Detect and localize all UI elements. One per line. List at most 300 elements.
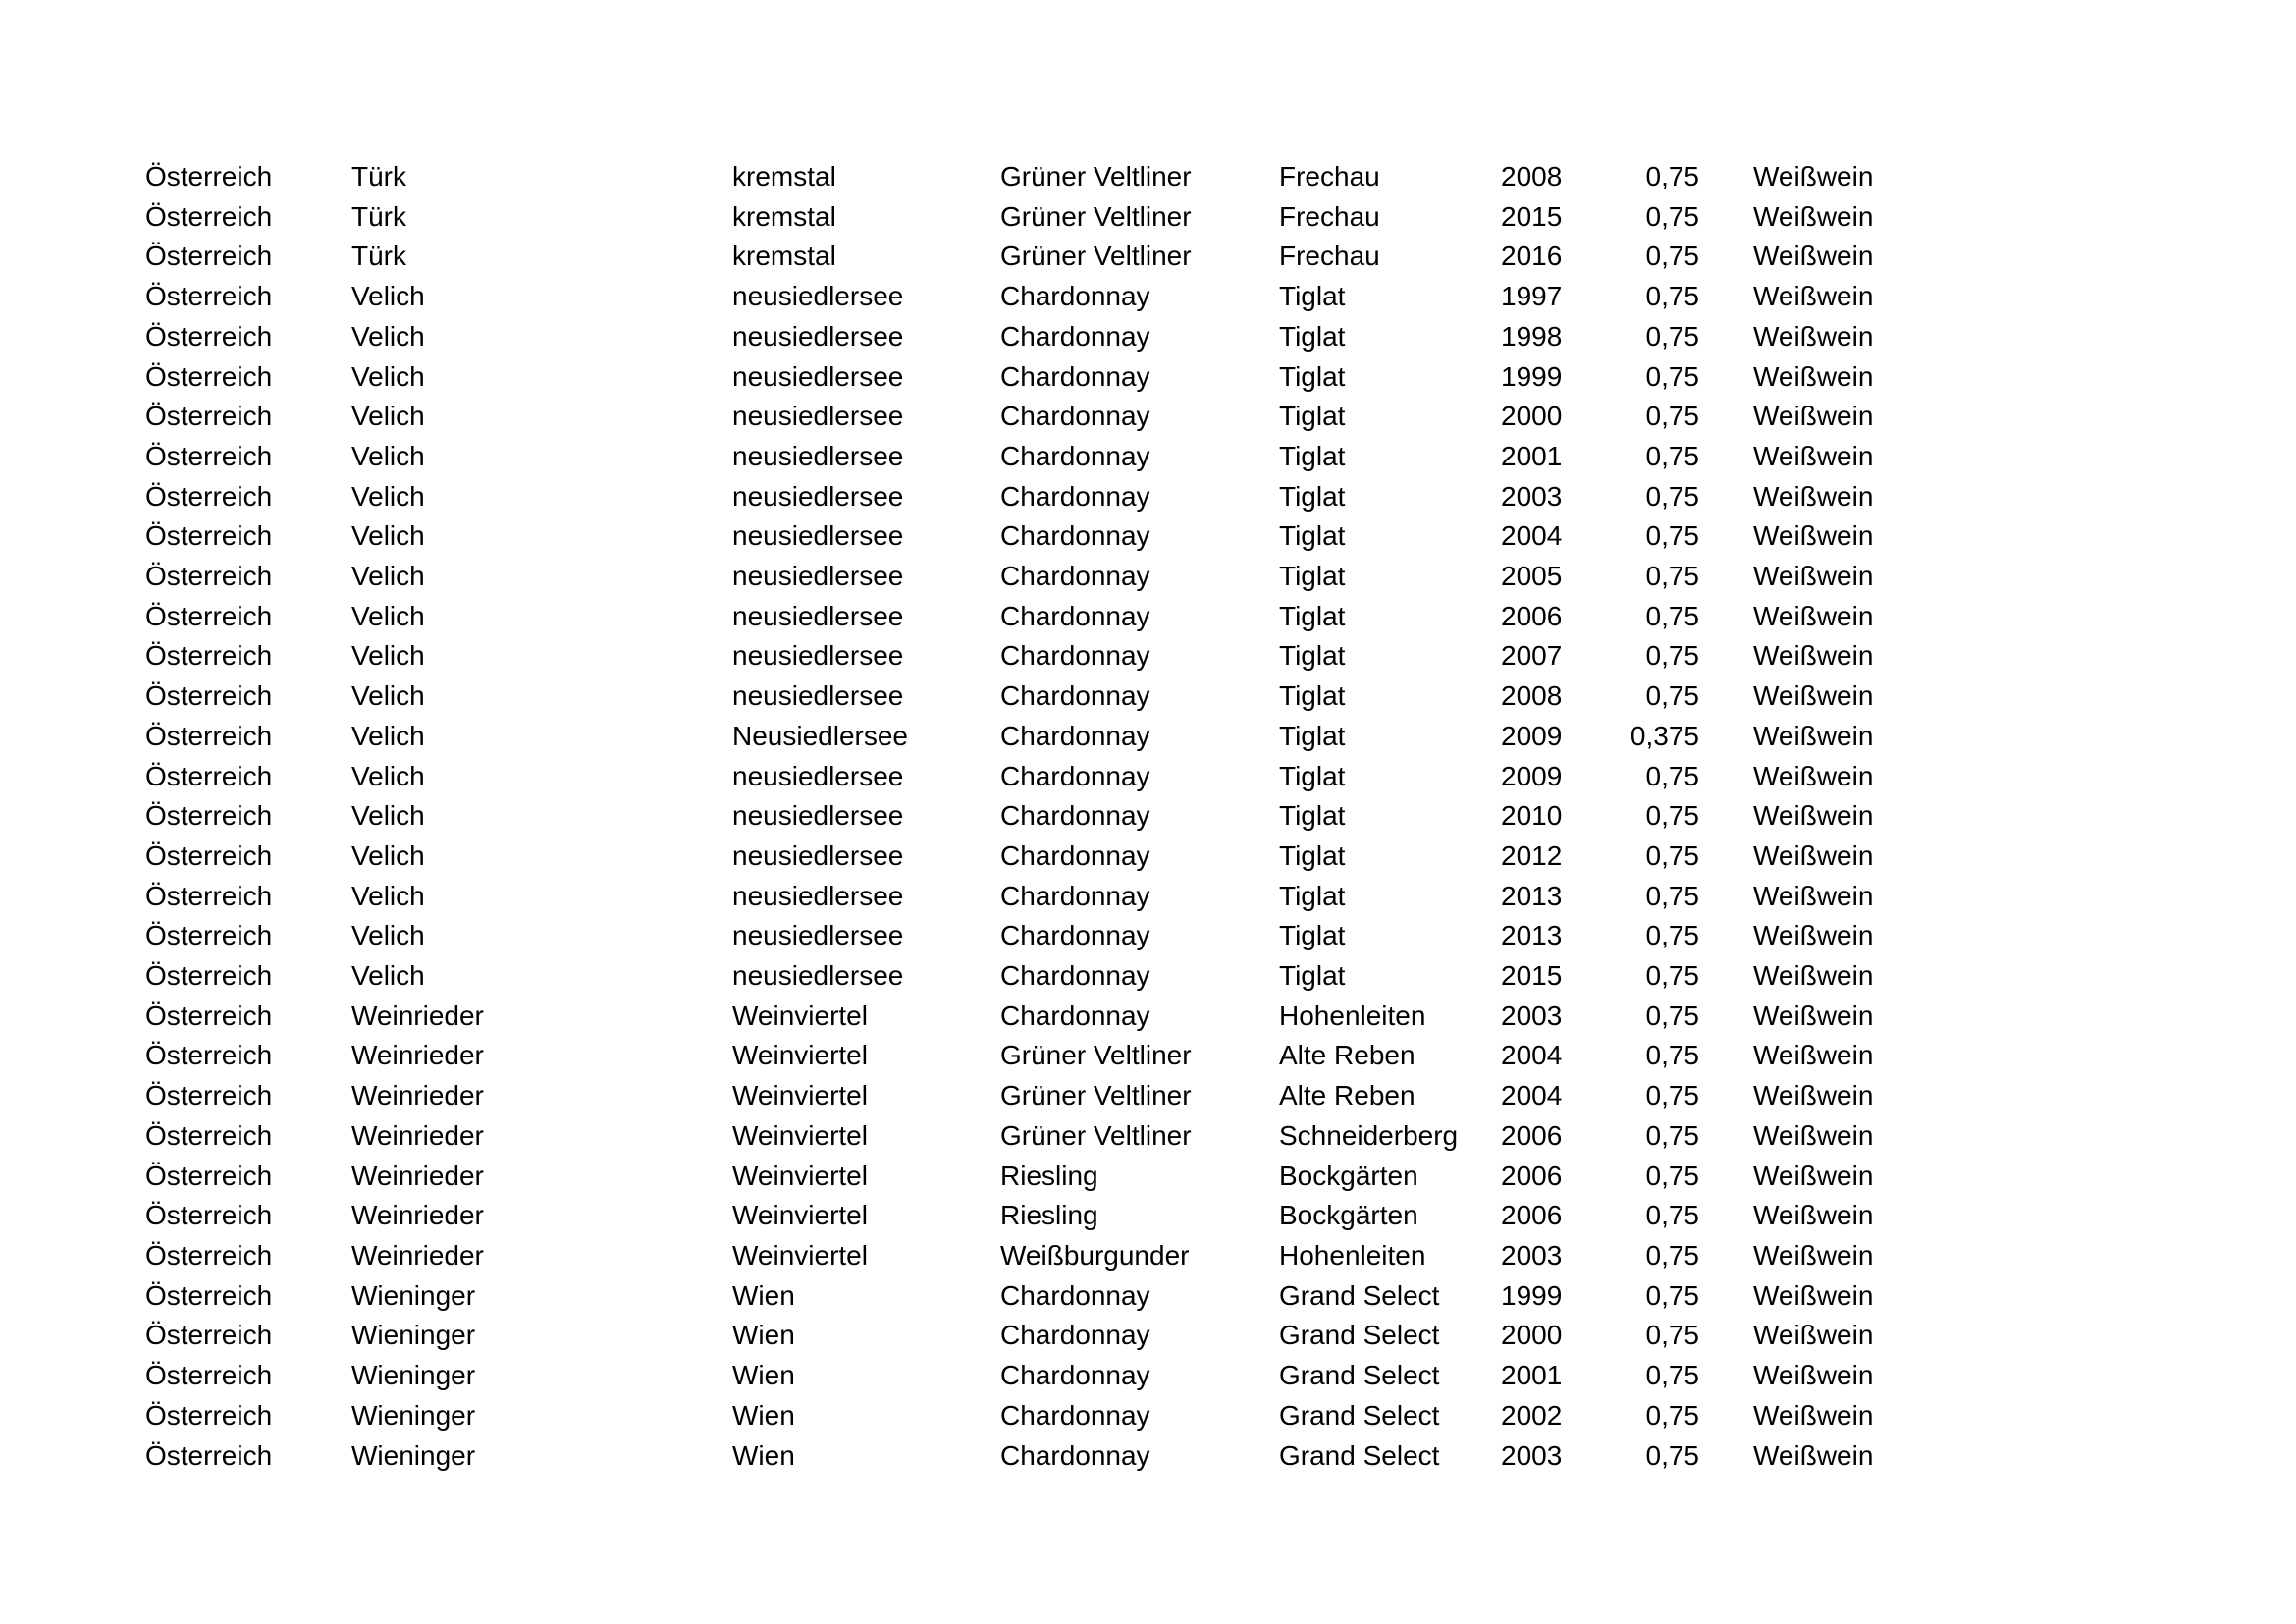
column-gap bbox=[1699, 1036, 1753, 1076]
grape-cell: Chardonnay bbox=[1000, 1439, 1150, 1471]
wine-type-cell: Weißwein bbox=[1753, 839, 1874, 871]
vintage-cell: 2002 bbox=[1501, 1399, 1563, 1431]
vineyard-cell: Tiglat bbox=[1279, 480, 1346, 512]
vintage-cell: 2003 bbox=[1501, 480, 1563, 512]
grape-cell: Chardonnay bbox=[1000, 1320, 1150, 1351]
wine-type-cell: Weißwein bbox=[1753, 1080, 1874, 1111]
region-cell: Weinviertel bbox=[732, 1200, 868, 1231]
grape-cell: Chardonnay bbox=[1000, 1279, 1150, 1311]
vineyard-cell: Hohenleiten bbox=[1279, 1239, 1426, 1271]
column-gap bbox=[1699, 916, 1753, 956]
table-row bbox=[145, 877, 1949, 917]
vintage-cell: 2006 bbox=[1501, 1200, 1563, 1231]
grape-cell: Riesling bbox=[1000, 1200, 1098, 1231]
producer-cell: Velich bbox=[351, 401, 425, 432]
region-cell: kremstal bbox=[732, 241, 836, 272]
country-cell: Österreich bbox=[145, 200, 273, 232]
country-cell: Österreich bbox=[145, 401, 273, 432]
wine-type-cell: Weißwein bbox=[1753, 1239, 1874, 1271]
table-row bbox=[145, 516, 1949, 557]
volume-cell: 0,75 bbox=[1645, 760, 1699, 791]
vintage-cell: 2003 bbox=[1501, 1439, 1563, 1471]
volume-cell: 0,75 bbox=[1645, 680, 1699, 712]
vineyard-cell: Tiglat bbox=[1279, 320, 1346, 352]
vintage-cell: 1999 bbox=[1501, 1279, 1563, 1311]
vineyard-cell: Bockgärten bbox=[1279, 1160, 1418, 1191]
vintage-cell: 2009 bbox=[1501, 760, 1563, 791]
wine-type-cell: Weißwein bbox=[1753, 1360, 1874, 1391]
wine-type-cell: Weißwein bbox=[1753, 600, 1874, 631]
grape-cell: Grüner Veltliner bbox=[1000, 241, 1192, 272]
producer-cell: Wieninger bbox=[351, 1399, 476, 1431]
wine-type-cell: Weißwein bbox=[1753, 200, 1874, 232]
producer-cell: Wieninger bbox=[351, 1439, 476, 1471]
wine-type-cell: Weißwein bbox=[1753, 1000, 1874, 1031]
vineyard-cell: Alte Reben bbox=[1279, 1080, 1415, 1111]
vintage-cell: 2004 bbox=[1501, 520, 1563, 552]
volume-cell: 0,75 bbox=[1645, 520, 1699, 552]
volume-cell: 0,75 bbox=[1645, 1040, 1699, 1071]
volume-cell: 0,75 bbox=[1645, 561, 1699, 592]
country-cell: Österreich bbox=[145, 1239, 273, 1271]
wine-type-cell: Weißwein bbox=[1753, 720, 1874, 751]
country-cell: Österreich bbox=[145, 720, 273, 751]
table-row bbox=[145, 1196, 1949, 1236]
wine-list-table bbox=[145, 157, 1949, 1476]
column-gap bbox=[1699, 1356, 1753, 1396]
country-cell: Österreich bbox=[145, 1080, 273, 1111]
table-row bbox=[145, 1396, 1949, 1436]
column-gap bbox=[1699, 516, 1753, 557]
country-cell: Österreich bbox=[145, 760, 273, 791]
table-row bbox=[145, 1076, 1949, 1116]
wine-type-cell: Weißwein bbox=[1753, 241, 1874, 272]
grape-cell: Grüner Veltliner bbox=[1000, 1080, 1192, 1111]
column-gap bbox=[1699, 1196, 1753, 1236]
column-gap bbox=[1699, 1276, 1753, 1317]
volume-cell: 0,75 bbox=[1645, 1439, 1699, 1471]
producer-cell: Türk bbox=[351, 241, 406, 272]
producer-cell: Weinrieder bbox=[351, 1160, 484, 1191]
country-cell: Österreich bbox=[145, 800, 273, 832]
table-row bbox=[145, 357, 1949, 398]
vineyard-cell: Tiglat bbox=[1279, 680, 1346, 712]
vineyard-cell: Grand Select bbox=[1279, 1279, 1440, 1311]
vineyard-cell: Grand Select bbox=[1279, 1439, 1440, 1471]
region-cell: neusiedlersee bbox=[732, 880, 904, 911]
region-cell: Wien bbox=[732, 1360, 795, 1391]
vineyard-cell: Tiglat bbox=[1279, 880, 1346, 911]
producer-cell: Velich bbox=[351, 720, 425, 751]
table-row bbox=[145, 1436, 1949, 1477]
vintage-cell: 2005 bbox=[1501, 561, 1563, 592]
country-cell: Österreich bbox=[145, 360, 273, 392]
country-cell: Österreich bbox=[145, 1439, 273, 1471]
volume-cell: 0,75 bbox=[1645, 200, 1699, 232]
producer-cell: Weinrieder bbox=[351, 1239, 484, 1271]
vintage-cell: 1997 bbox=[1501, 281, 1563, 312]
country-cell: Österreich bbox=[145, 680, 273, 712]
table-row bbox=[145, 717, 1949, 757]
wine-type-cell: Weißwein bbox=[1753, 680, 1874, 712]
region-cell: Weinviertel bbox=[732, 1119, 868, 1151]
table-row bbox=[145, 317, 1949, 357]
volume-cell: 0,75 bbox=[1645, 880, 1699, 911]
column-gap bbox=[1699, 1436, 1753, 1477]
country-cell: Österreich bbox=[145, 640, 273, 672]
column-gap bbox=[1699, 1236, 1753, 1276]
country-cell: Österreich bbox=[145, 1160, 273, 1191]
volume-cell: 0,75 bbox=[1645, 1360, 1699, 1391]
vineyard-cell: Tiglat bbox=[1279, 281, 1346, 312]
region-cell: Wien bbox=[732, 1279, 795, 1311]
grape-cell: Riesling bbox=[1000, 1160, 1098, 1191]
vineyard-cell: Frechau bbox=[1279, 161, 1380, 191]
column-gap bbox=[1699, 1076, 1753, 1116]
producer-cell: Velich bbox=[351, 800, 425, 832]
region-cell: neusiedlersee bbox=[732, 520, 904, 552]
country-cell: Österreich bbox=[145, 1399, 273, 1431]
region-cell: Weinviertel bbox=[732, 1239, 868, 1271]
vineyard-cell: Bockgärten bbox=[1279, 1200, 1418, 1231]
region-cell: neusiedlersee bbox=[732, 561, 904, 592]
region-cell: Weinviertel bbox=[732, 1160, 868, 1191]
vineyard-cell: Schneiderberg bbox=[1279, 1119, 1459, 1151]
wine-type-cell: Weißwein bbox=[1753, 800, 1874, 832]
producer-cell: Türk bbox=[351, 161, 406, 191]
grape-cell: Chardonnay bbox=[1000, 960, 1150, 992]
producer-cell: Velich bbox=[351, 440, 425, 471]
region-cell: kremstal bbox=[732, 200, 836, 232]
vineyard-cell: Hohenleiten bbox=[1279, 1000, 1426, 1031]
table-row bbox=[145, 956, 1949, 997]
wine-type-cell: Weißwein bbox=[1753, 520, 1874, 552]
column-gap bbox=[1699, 237, 1753, 277]
grape-cell: Chardonnay bbox=[1000, 320, 1150, 352]
column-gap bbox=[1699, 397, 1753, 437]
grape-cell: Chardonnay bbox=[1000, 520, 1150, 552]
country-cell: Österreich bbox=[145, 880, 273, 911]
producer-cell: Wieninger bbox=[351, 1360, 476, 1391]
table-row bbox=[145, 1036, 1949, 1076]
vineyard-cell: Tiglat bbox=[1279, 640, 1346, 672]
volume-cell: 0,75 bbox=[1645, 1119, 1699, 1151]
volume-cell: 0,75 bbox=[1645, 1000, 1699, 1031]
vineyard-cell: Tiglat bbox=[1279, 920, 1346, 951]
grape-cell: Chardonnay bbox=[1000, 680, 1150, 712]
column-gap bbox=[1699, 1316, 1753, 1356]
vintage-cell: 2013 bbox=[1501, 880, 1563, 911]
producer-cell: Velich bbox=[351, 320, 425, 352]
country-cell: Österreich bbox=[145, 1279, 273, 1311]
region-cell: neusiedlersee bbox=[732, 760, 904, 791]
region-cell: Weinviertel bbox=[732, 1000, 868, 1031]
column-gap bbox=[1699, 1116, 1753, 1157]
wine-type-cell: Weißwein bbox=[1753, 1160, 1874, 1191]
volume-cell: 0,75 bbox=[1645, 1239, 1699, 1271]
country-cell: Österreich bbox=[145, 1000, 273, 1031]
column-gap bbox=[1699, 197, 1753, 238]
table-row bbox=[145, 916, 1949, 956]
country-cell: Österreich bbox=[145, 1360, 273, 1391]
vintage-cell: 2008 bbox=[1501, 680, 1563, 712]
grape-cell: Chardonnay bbox=[1000, 480, 1150, 512]
producer-cell: Velich bbox=[351, 839, 425, 871]
table-row bbox=[145, 237, 1949, 277]
vintage-cell: 2009 bbox=[1501, 720, 1563, 751]
vintage-cell: 2016 bbox=[1501, 241, 1563, 272]
vintage-cell: 2000 bbox=[1501, 1320, 1563, 1351]
wine-type-cell: Weißwein bbox=[1753, 440, 1874, 471]
wine-type-cell: Weißwein bbox=[1753, 561, 1874, 592]
vineyard-cell: Tiglat bbox=[1279, 760, 1346, 791]
wine-type-cell: Weißwein bbox=[1753, 1399, 1874, 1431]
column-gap bbox=[1699, 597, 1753, 637]
table-row bbox=[145, 1236, 1949, 1276]
wine-type-cell: Weißwein bbox=[1753, 640, 1874, 672]
volume-cell: 0,75 bbox=[1645, 1200, 1699, 1231]
column-gap bbox=[1699, 1396, 1753, 1436]
wine-type-cell: Weißwein bbox=[1753, 760, 1874, 791]
vineyard-cell: Tiglat bbox=[1279, 839, 1346, 871]
producer-cell: Weinrieder bbox=[351, 1080, 484, 1111]
table-row bbox=[145, 1157, 1949, 1197]
region-cell: neusiedlersee bbox=[732, 839, 904, 871]
table-row bbox=[145, 796, 1949, 837]
region-cell: Weinviertel bbox=[732, 1040, 868, 1071]
table-row bbox=[145, 597, 1949, 637]
wine-type-cell: Weißwein bbox=[1753, 161, 1874, 191]
wine-type-cell: Weißwein bbox=[1753, 1279, 1874, 1311]
column-gap bbox=[1699, 557, 1753, 597]
grape-cell: Chardonnay bbox=[1000, 1399, 1150, 1431]
grape-cell: Chardonnay bbox=[1000, 401, 1150, 432]
column-gap bbox=[1699, 437, 1753, 477]
producer-cell: Velich bbox=[351, 281, 425, 312]
volume-cell: 0,75 bbox=[1645, 960, 1699, 992]
country-cell: Österreich bbox=[145, 520, 273, 552]
producer-cell: Weinrieder bbox=[351, 1119, 484, 1151]
grape-cell: Grüner Veltliner bbox=[1000, 1119, 1192, 1151]
region-cell: Wien bbox=[732, 1439, 795, 1471]
producer-cell: Velich bbox=[351, 880, 425, 911]
vineyard-cell: Tiglat bbox=[1279, 600, 1346, 631]
table-row bbox=[145, 557, 1949, 597]
column-gap bbox=[1699, 357, 1753, 398]
region-cell: neusiedlersee bbox=[732, 360, 904, 392]
vineyard-cell: Tiglat bbox=[1279, 401, 1346, 432]
column-gap bbox=[1699, 757, 1753, 797]
volume-cell: 0,75 bbox=[1645, 640, 1699, 672]
vineyard-cell: Tiglat bbox=[1279, 360, 1346, 392]
producer-cell: Velich bbox=[351, 360, 425, 392]
vintage-cell: 2006 bbox=[1501, 600, 1563, 631]
table-row bbox=[145, 677, 1949, 717]
wine-type-cell: Weißwein bbox=[1753, 1320, 1874, 1351]
volume-cell: 0,75 bbox=[1645, 480, 1699, 512]
wine-type-cell: Weißwein bbox=[1753, 480, 1874, 512]
region-cell: Neusiedlersee bbox=[732, 720, 908, 751]
column-gap bbox=[1699, 717, 1753, 757]
producer-cell: Velich bbox=[351, 920, 425, 951]
column-gap bbox=[1699, 997, 1753, 1037]
region-cell: neusiedlersee bbox=[732, 600, 904, 631]
grape-cell: Chardonnay bbox=[1000, 839, 1150, 871]
country-cell: Österreich bbox=[145, 161, 273, 191]
column-gap bbox=[1699, 1157, 1753, 1197]
volume-cell: 0,75 bbox=[1645, 161, 1699, 191]
table-row bbox=[145, 157, 1949, 197]
wine-type-cell: Weißwein bbox=[1753, 320, 1874, 352]
vineyard-cell: Grand Select bbox=[1279, 1320, 1440, 1351]
volume-cell: 0,375 bbox=[1629, 720, 1699, 751]
vintage-cell: 2007 bbox=[1501, 640, 1563, 672]
region-cell: neusiedlersee bbox=[732, 640, 904, 672]
country-cell: Österreich bbox=[145, 281, 273, 312]
producer-cell: Wieninger bbox=[351, 1320, 476, 1351]
vineyard-cell: Alte Reben bbox=[1279, 1040, 1415, 1071]
grape-cell: Chardonnay bbox=[1000, 360, 1150, 392]
producer-cell: Velich bbox=[351, 480, 425, 512]
column-gap bbox=[1699, 837, 1753, 877]
table-row bbox=[145, 277, 1949, 317]
producer-cell: Velich bbox=[351, 561, 425, 592]
volume-cell: 0,75 bbox=[1645, 440, 1699, 471]
region-cell: neusiedlersee bbox=[732, 440, 904, 471]
producer-cell: Weinrieder bbox=[351, 1200, 484, 1231]
producer-cell: Velich bbox=[351, 760, 425, 791]
vintage-cell: 2012 bbox=[1501, 839, 1563, 871]
producer-cell: Velich bbox=[351, 600, 425, 631]
wine-type-cell: Weißwein bbox=[1753, 1119, 1874, 1151]
volume-cell: 0,75 bbox=[1645, 360, 1699, 392]
wine-type-cell: Weißwein bbox=[1753, 1439, 1874, 1471]
grape-cell: Chardonnay bbox=[1000, 600, 1150, 631]
grape-cell: Grüner Veltliner bbox=[1000, 200, 1192, 232]
region-cell: neusiedlersee bbox=[732, 680, 904, 712]
column-gap bbox=[1699, 636, 1753, 677]
volume-cell: 0,75 bbox=[1645, 839, 1699, 871]
volume-cell: 0,75 bbox=[1645, 920, 1699, 951]
grape-cell: Chardonnay bbox=[1000, 760, 1150, 791]
region-cell: Wien bbox=[732, 1399, 795, 1431]
region-cell: neusiedlersee bbox=[732, 401, 904, 432]
vintage-cell: 2015 bbox=[1501, 960, 1563, 992]
wine-type-cell: Weißwein bbox=[1753, 960, 1874, 992]
table-row bbox=[145, 1276, 1949, 1317]
vintage-cell: 2001 bbox=[1501, 1360, 1563, 1391]
volume-cell: 0,75 bbox=[1645, 800, 1699, 832]
region-cell: Weinviertel bbox=[732, 1080, 868, 1111]
vineyard-cell: Tiglat bbox=[1279, 520, 1346, 552]
grape-cell: Chardonnay bbox=[1000, 800, 1150, 832]
volume-cell: 0,75 bbox=[1645, 1399, 1699, 1431]
wine-list-body bbox=[145, 157, 1949, 1476]
column-gap bbox=[1699, 317, 1753, 357]
table-row bbox=[145, 477, 1949, 517]
column-gap bbox=[1699, 157, 1753, 197]
vineyard-cell: Tiglat bbox=[1279, 561, 1346, 592]
country-cell: Österreich bbox=[145, 320, 273, 352]
grape-cell: Chardonnay bbox=[1000, 561, 1150, 592]
vintage-cell: 2000 bbox=[1501, 401, 1563, 432]
grape-cell: Grüner Veltliner bbox=[1000, 1040, 1192, 1071]
column-gap bbox=[1699, 956, 1753, 997]
table-row bbox=[145, 397, 1949, 437]
vintage-cell: 1999 bbox=[1501, 360, 1563, 392]
table-row bbox=[145, 837, 1949, 877]
volume-cell: 0,75 bbox=[1645, 1080, 1699, 1111]
volume-cell: 0,75 bbox=[1645, 1279, 1699, 1311]
table-row bbox=[145, 997, 1949, 1037]
wine-type-cell: Weißwein bbox=[1753, 401, 1874, 432]
volume-cell: 0,75 bbox=[1645, 600, 1699, 631]
region-cell: neusiedlersee bbox=[732, 320, 904, 352]
country-cell: Österreich bbox=[145, 920, 273, 951]
volume-cell: 0,75 bbox=[1645, 241, 1699, 272]
grape-cell: Chardonnay bbox=[1000, 1000, 1150, 1031]
vineyard-cell: Tiglat bbox=[1279, 440, 1346, 471]
producer-cell: Velich bbox=[351, 960, 425, 992]
table-row bbox=[145, 1116, 1949, 1157]
country-cell: Österreich bbox=[145, 561, 273, 592]
region-cell: neusiedlersee bbox=[732, 920, 904, 951]
column-gap bbox=[1699, 477, 1753, 517]
country-cell: Österreich bbox=[145, 839, 273, 871]
country-cell: Österreich bbox=[145, 1200, 273, 1231]
producer-cell: Türk bbox=[351, 200, 406, 232]
volume-cell: 0,75 bbox=[1645, 401, 1699, 432]
region-cell: neusiedlersee bbox=[732, 281, 904, 312]
vintage-cell: 2008 bbox=[1501, 161, 1563, 191]
region-cell: neusiedlersee bbox=[732, 960, 904, 992]
vintage-cell: 2003 bbox=[1501, 1239, 1563, 1271]
country-cell: Österreich bbox=[145, 960, 273, 992]
vineyard-cell: Grand Select bbox=[1279, 1399, 1440, 1431]
vineyard-cell: Tiglat bbox=[1279, 800, 1346, 832]
wine-type-cell: Weißwein bbox=[1753, 1200, 1874, 1231]
country-cell: Österreich bbox=[145, 480, 273, 512]
column-gap bbox=[1699, 877, 1753, 917]
volume-cell: 0,75 bbox=[1645, 1160, 1699, 1191]
vineyard-cell: Tiglat bbox=[1279, 960, 1346, 992]
column-gap bbox=[1699, 796, 1753, 837]
country-cell: Österreich bbox=[145, 440, 273, 471]
producer-cell: Wieninger bbox=[351, 1279, 476, 1311]
grape-cell: Grüner Veltliner bbox=[1000, 161, 1192, 191]
country-cell: Österreich bbox=[145, 600, 273, 631]
vintage-cell: 2003 bbox=[1501, 1000, 1563, 1031]
vineyard-cell: Grand Select bbox=[1279, 1360, 1440, 1391]
table-row bbox=[145, 437, 1949, 477]
wine-type-cell: Weißwein bbox=[1753, 1040, 1874, 1071]
column-gap bbox=[1699, 277, 1753, 317]
wine-type-cell: Weißwein bbox=[1753, 281, 1874, 312]
country-cell: Österreich bbox=[145, 1119, 273, 1151]
vintage-cell: 2010 bbox=[1501, 800, 1563, 832]
country-cell: Österreich bbox=[145, 1320, 273, 1351]
wine-type-cell: Weißwein bbox=[1753, 880, 1874, 911]
vintage-cell: 2006 bbox=[1501, 1119, 1563, 1151]
vintage-cell: 2004 bbox=[1501, 1080, 1563, 1111]
vintage-cell: 2001 bbox=[1501, 440, 1563, 471]
table-row bbox=[145, 1356, 1949, 1396]
grape-cell: Chardonnay bbox=[1000, 640, 1150, 672]
region-cell: Wien bbox=[732, 1320, 795, 1351]
producer-cell: Velich bbox=[351, 680, 425, 712]
vintage-cell: 2013 bbox=[1501, 920, 1563, 951]
grape-cell: Chardonnay bbox=[1000, 281, 1150, 312]
